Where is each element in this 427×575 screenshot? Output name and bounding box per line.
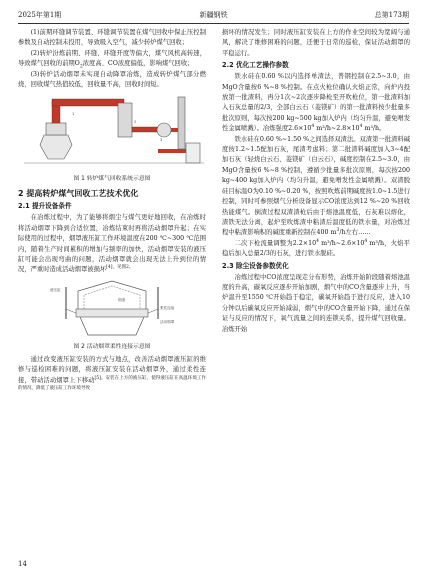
svg-text:2: 2: [134, 120, 137, 125]
figure-1: [18, 93, 206, 173]
section-2-title: 2 提高转炉煤气回收工艺技术优化: [18, 189, 139, 199]
single-slag-paragraph: 铁水硅在0.60 %以内选择单渣法，普钢控制在2.5~3.0，由MgO含量按6 %~8 %控制。在点火枪位确认火焰正常，向炉内投放第一批渣料，再分1次~2次逐步降枪至开吹枪位，第一批渣料加入石灰总量的2/3，全部白云石（菱镁矿）的第一批渣料按少批量多批次原则，每次按200 kg~500 kg加入炉内（均匀升温，避免噌发性金属喷溅）。冶炼强度$2.6\times 10^4$ $m^3/h\sim 2.8\times 10^4$ m³/h。: [222, 73, 410, 133]
fig2-label-flex: 柔性连接: [160, 305, 175, 310]
running-header: [18, 8, 409, 22]
total-issue-label: 总第173期: [374, 11, 409, 19]
svg-text:3: 3: [160, 138, 163, 143]
second-lance-paragraph: 二次下枪流量调整为$2.2\times 10^4$ $m^3/h\sim 2.6\times 10^4$ m³/h，火焰平稳后加入总量2/3的石灰，进行铁水脱硅。: [222, 238, 410, 258]
right-column: [222, 28, 410, 335]
list-item-2: (2)转炉汾炼前期、环缝、环缝开度等偏大，煤气风机高转速，导致煤气回收的前期$O_2$浓度高、CO浓度偏低，影响煤气回收；: [18, 49, 206, 70]
issue-label: 2025年第1期: [18, 11, 62, 19]
fig2-label-flue: 烟道: [118, 297, 126, 302]
figure-2-caption: 图 2 活动烟罩柔性连接示意图: [73, 343, 151, 350]
section-2-1-tail: 通过改变液压缸安装的方式与地点，改善活动烟罩液压缸的维修与巡检困难的问题，将液压缸安装在活动烟罩外，通过柔性连接，带动活动烟罩上下移动$^{[5]。安装在上方的液压缸,使得液压缸在高温环境工作的情况,降低了液压缸工作环境导致}$: [18, 355, 207, 391]
list-item-1: (1)前期环缝调节装置、环缝调节装置在煤气回收中保止压控制参数及自动控制未投用，导致吸入空气，减少转炉煤气回收；: [18, 29, 206, 47]
page-number: 14: [18, 560, 27, 568]
section-2-1-paragraph: 在冶炼过程中，为了能够将烟尘与煤气更好地回收，在冶炼时将活动烟罩下降到合适位置，冶炼结束时再将活动烟罩升起；在实际使用的过程中，烟罩液压缸工作环境温度在200 ℃~300 ℃范围内，随着生产时间累积的增加与频率的加快，活动烟罩安装的液压缸可能会出现弯曲的问题，活动烟罩就会出现无法上升到位的情况，严重时造成活动烟罩被损坏$^{[4],见图2。}$: [18, 214, 206, 274]
figure-2: [18, 279, 206, 341]
fig2-diagram: [18, 279, 206, 341]
section-2-1-title: 2.1 提升设备条件: [18, 202, 72, 211]
svg-text:1: 1: [72, 112, 75, 117]
figure-1-caption: 图 1 转炉煤气回收系统示意图: [73, 176, 151, 183]
fig2-label-cylinder: 液压缸: [50, 287, 61, 292]
header-rule: [18, 23, 409, 24]
journal-name: 新疆钢铁: [199, 11, 228, 19]
fig1-diagram: [18, 93, 206, 173]
list-item-3: (3)转炉活动烟罩未实现自动降罩冶炼，造成转炉煤气部分燃烧，回收煤气热值较低，回收量不高，回收时间短。: [18, 70, 206, 89]
double-slag-paragraph: 铁水硅在0.60 %~1.50 %之间选择双渣法。双渣第一批渣料碱度按1.2~1.5配加石灰，尾渣考虑料；第二批渣料碱度加入3~4配加石灰（轻烧白云石、菱镁矿（白云石），碱度控制在2.5~3.0，由MgO含量按6 %~8 %控制，遵循少批量多批次原则，每次按200 kg~400 kg加入炉内（均匀升温，避免噌发性金属喷溅）。双渣脱硅目标温O为0.10 %~0.20 %，按照吹炼前期碱度按1.0~1.5进行控制，同时可参照烟气分析设备显示CO浓度达到12 %~20 %回收热能煤气。倒渣过程双渣渣枪后由于熔池温度低，石灰难以熔化，渣铁无法分离，起炉至吹炼渣中粘渣后温度低的铁水量，对冶炼过程中粘渣影响积的碱度重新控制在400 $m^3/h$左右……: [222, 135, 410, 237]
right-intro: 损坏的情况发生；同时液压缸安装在上方的作业空间较为宽阔与通风，解决了维修困难的问题，还便于日常的巡检，保证活动烟罩的平稳运行。: [222, 29, 410, 57]
section-2-2-title: 2.2 优化工艺操作参数: [222, 61, 289, 70]
left-column: [18, 28, 206, 397]
fig2-label-hood: 活动烟罩: [160, 319, 175, 324]
section-2-3-title: 2.3 除尘设备参数优化: [222, 261, 289, 270]
section-2-3-paragraph: 冶炼过程中CO浓度呈现走分布形势，冶炼开始阶段随着熔池温度的升高，碳氧反应逐步开始加剧，烟气中的CO含量逐步上升，当炉温升至1550 ℃开始趋于稳定，碳氧开始趋于进行反应，进入10分钟以后碳氧反应开始减弱，烟气中的CO含量开始下降，通过在保证与反应的情况下，氧气流量之间的连锁关系，提升煤气回收量。冶炼开始: [222, 273, 410, 333]
